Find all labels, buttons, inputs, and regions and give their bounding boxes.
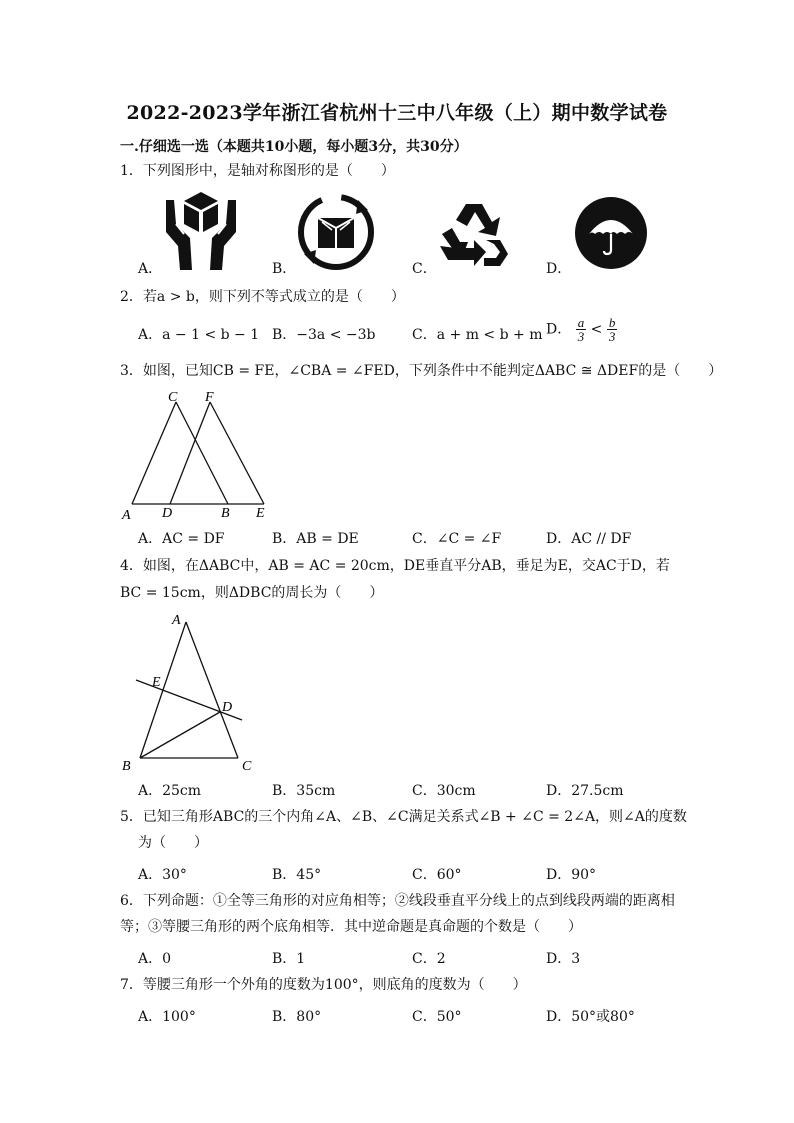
fraction-denominator: 3 — [608, 329, 616, 344]
option-c[interactable]: C．2 — [412, 951, 446, 967]
recycle-box-icon — [298, 194, 374, 270]
option-c[interactable]: C．30cm — [412, 783, 476, 799]
option-b[interactable]: B．45° — [272, 867, 322, 883]
option-c[interactable]: C． — [412, 261, 437, 277]
point-b-label: B — [221, 506, 230, 521]
question-5-stem-line-1: 5．已知三角形ABC的三个内角∠A、∠B、∠C满足关系式∠B + ∠C = 2∠A，则∠A的度数 — [120, 809, 687, 825]
option-b[interactable]: B．1 — [272, 951, 306, 967]
question-4-figure — [118, 610, 258, 776]
fraction-denominator: 3 — [577, 329, 585, 344]
option-d[interactable] — [546, 316, 617, 343]
option-b[interactable]: B．−3a < −3b — [272, 327, 376, 343]
question-4-stem-line-2: BC = 15cm，则ΔDBC的周长为（ ） — [120, 585, 384, 601]
point-d-label: D — [222, 700, 233, 715]
option-a[interactable]: A．a − 1 < b − 1 — [138, 327, 260, 343]
page-title: 2022-2023学年浙江省杭州十三中八年级（上）期中数学试卷 — [126, 102, 668, 124]
option-a[interactable]: A．25cm — [138, 783, 202, 799]
umbrella-icon — [574, 196, 648, 270]
question-4-stem-line-1: 4．如图，在ΔABC中，AB = AC = 20cm，DE垂直平分AB，垂足为E，交AC于D，若 — [120, 558, 670, 574]
section-heading: 一.仔细选一选（本题共10小题，每小题3分，共30分） — [120, 139, 468, 155]
option-a[interactable]: A．30° — [138, 867, 187, 883]
option-c[interactable]: C．∠C = ∠F — [412, 531, 502, 547]
option-d[interactable]: D．50°或80° — [546, 1009, 635, 1025]
question-6-stem-line-1: 6．下列命题：①全等三角形的对应角相等；②线段垂直平分线上的点到线段两端的距离相 — [120, 893, 675, 909]
point-e-label: E — [152, 675, 161, 690]
question-1-stem: 1．下列图形中，是轴对称图形的是（ ） — [120, 163, 395, 179]
option-c[interactable]: C．a + m < b + m — [412, 327, 543, 343]
option-d[interactable]: D．27.5cm — [546, 783, 624, 799]
option-d[interactable]: D．AC // DF — [546, 531, 632, 547]
option-a[interactable]: A．100° — [138, 1009, 196, 1025]
question-3-figure — [118, 386, 278, 522]
option-a[interactable]: A．AC = DF — [138, 531, 225, 547]
fraction-b-over-3 — [607, 316, 618, 343]
point-e-label: E — [256, 506, 265, 521]
option-c[interactable]: C．60° — [412, 867, 462, 883]
question-7-stem: 7．等腰三角形一个外角的度数为100°，则底角的度数为（ ） — [120, 977, 527, 993]
hands-box-icon — [162, 190, 240, 270]
question-5-stem-line-2: 为（ ） — [138, 835, 208, 851]
less-than-sign: < — [590, 321, 603, 338]
option-b[interactable]: B．80° — [272, 1009, 322, 1025]
recycle-icon — [438, 200, 510, 270]
option-a[interactable]: A． — [138, 261, 163, 277]
point-b-label: B — [122, 759, 131, 774]
point-a-label: A — [172, 613, 181, 628]
question-2-stem: 2．若a > b，则下列不等式成立的是（ ） — [120, 289, 405, 305]
option-d[interactable]: D． — [546, 261, 572, 277]
option-d[interactable]: D．90° — [546, 867, 597, 883]
option-c[interactable]: C．50° — [412, 1009, 462, 1025]
point-a-label: A — [122, 508, 131, 522]
question-3-stem: 3．如图，已知CB = FE，∠CBA = ∠FED，下列条件中不能判定ΔABC ≅ ΔDEF的是（ ） — [120, 363, 723, 379]
fraction-numerator: b — [608, 315, 616, 330]
question-6-stem-line-2: 等；③等腰三角形的两个底角相等．其中逆命题是真命题的个数是（ ） — [120, 919, 582, 935]
fraction-a-over-3 — [576, 316, 587, 343]
option-a[interactable]: A．0 — [138, 951, 172, 967]
option-d-prefix: D． — [546, 321, 572, 338]
fraction-numerator: a — [577, 315, 585, 330]
point-c-label: C — [242, 759, 252, 774]
option-b[interactable]: B．35cm — [272, 783, 336, 799]
option-b[interactable]: B． — [272, 261, 297, 277]
point-f-label: F — [205, 390, 214, 405]
option-d[interactable]: D．3 — [546, 951, 581, 967]
point-c-label: C — [168, 390, 178, 405]
point-d-label: D — [162, 506, 173, 521]
option-b[interactable]: B．AB = DE — [272, 531, 359, 547]
